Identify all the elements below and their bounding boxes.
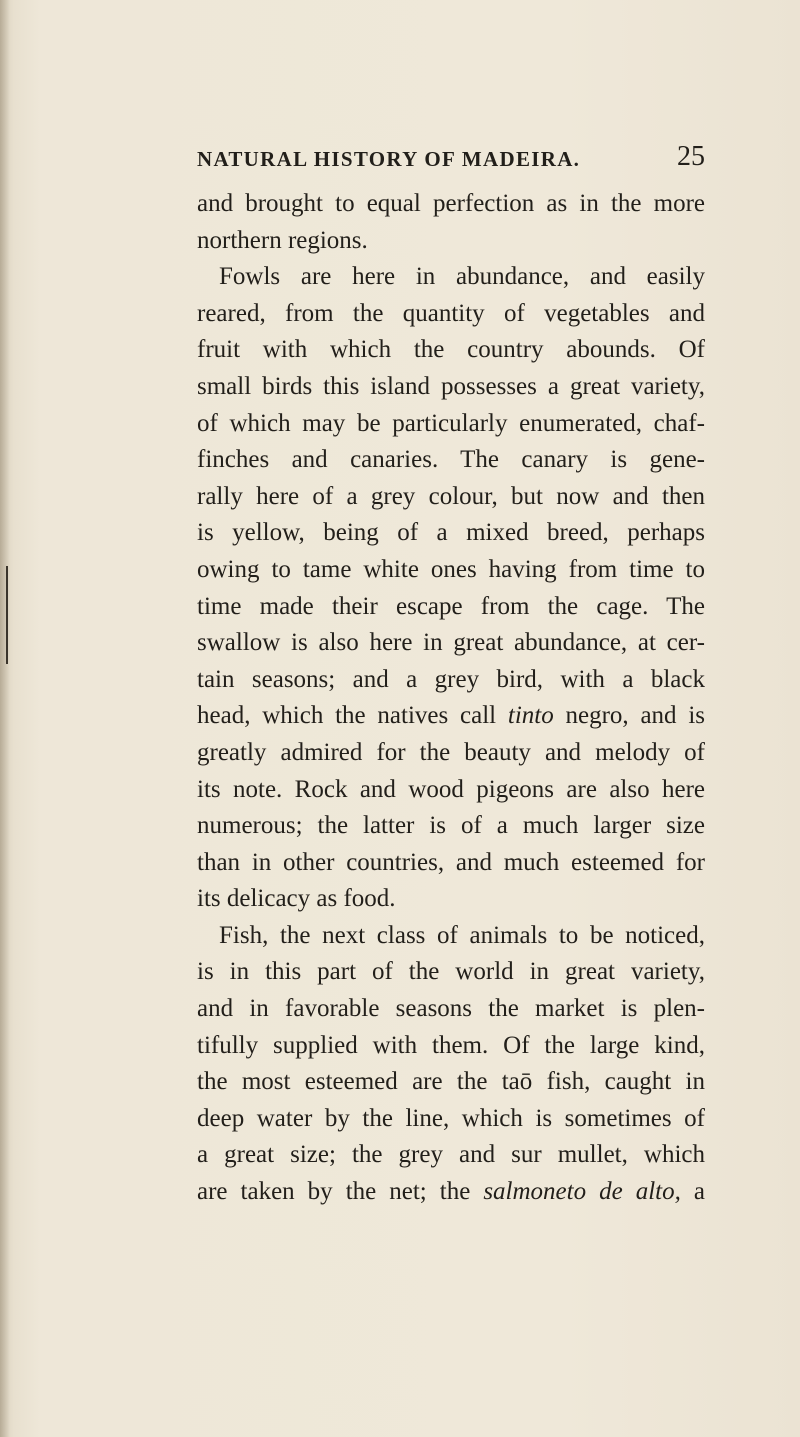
text-line: deep water by the line, which is sometimes of [197, 1104, 705, 1132]
text-line: Fish, the next class of animals to be noticed, [219, 921, 705, 949]
text-line: finches and canaries. The canary is gene- [197, 446, 705, 474]
running-head-title: NATURAL HISTORY OF MADEIRA. [197, 147, 581, 171]
text-line: time made their escape from the cage. The [197, 592, 705, 620]
text-line: small birds this island possesses a great variety, [197, 372, 705, 400]
text-run: are taken by the net; the [197, 1178, 484, 1206]
text-line: tifully supplied with them. Of the large kind, [197, 1031, 705, 1059]
italic-term: tinto [507, 702, 554, 730]
text-line: owing to tame white ones having from time to [197, 555, 705, 583]
text-line: and brought to equal perfection as in the more [197, 190, 705, 217]
italic-term: salmoneto de alto, [483, 1178, 681, 1206]
text-line: and in favorable seasons the market is plen- [197, 995, 705, 1023]
text-line: its note. Rock and wood pigeons are also here [197, 775, 705, 803]
text-line [197, 698, 705, 735]
text-run: a [680, 1178, 705, 1206]
margin-mark [6, 566, 8, 664]
running-head [197, 141, 705, 175]
text-line: the most esteemed are the taō fish, caught in [197, 1068, 705, 1096]
text-line: tain seasons; and a grey bird, with a black [197, 665, 705, 693]
text-line [197, 1174, 705, 1211]
text-line: fruit with which the country abounds. Of [197, 336, 705, 364]
gutter-shadow [0, 0, 10, 1437]
text-line: rally here of a grey colour, but now and then [197, 482, 705, 510]
text-run: head, which the natives call [197, 702, 508, 730]
text-line: Fowls are here in abundance, and easily [219, 263, 705, 291]
text-line: than in other countries, and much esteemed for [197, 848, 705, 876]
text-line: swallow is also here in great abundance, at cer- [197, 629, 705, 657]
text-run: negro, and is [553, 702, 705, 730]
text-line: northern regions. [197, 226, 368, 254]
text-line: is in this part of the world in great variety, [197, 958, 705, 986]
text-line: of which may be particularly enumerated, chaf- [197, 409, 705, 437]
text-line: its delicacy as food. [197, 885, 396, 913]
text-line: is yellow, being of a mixed breed, perhaps [197, 519, 705, 547]
body-text [197, 186, 705, 1211]
text-line: reared, from the quantity of vegetables and [197, 299, 705, 327]
text-line: numerous; the latter is of a much larger size [197, 812, 705, 840]
text-line: greatly admired for the beauty and melody of [197, 738, 705, 766]
page-number: 25 [677, 141, 705, 172]
text-line: a great size; the grey and sur mullet, which [197, 1141, 705, 1169]
